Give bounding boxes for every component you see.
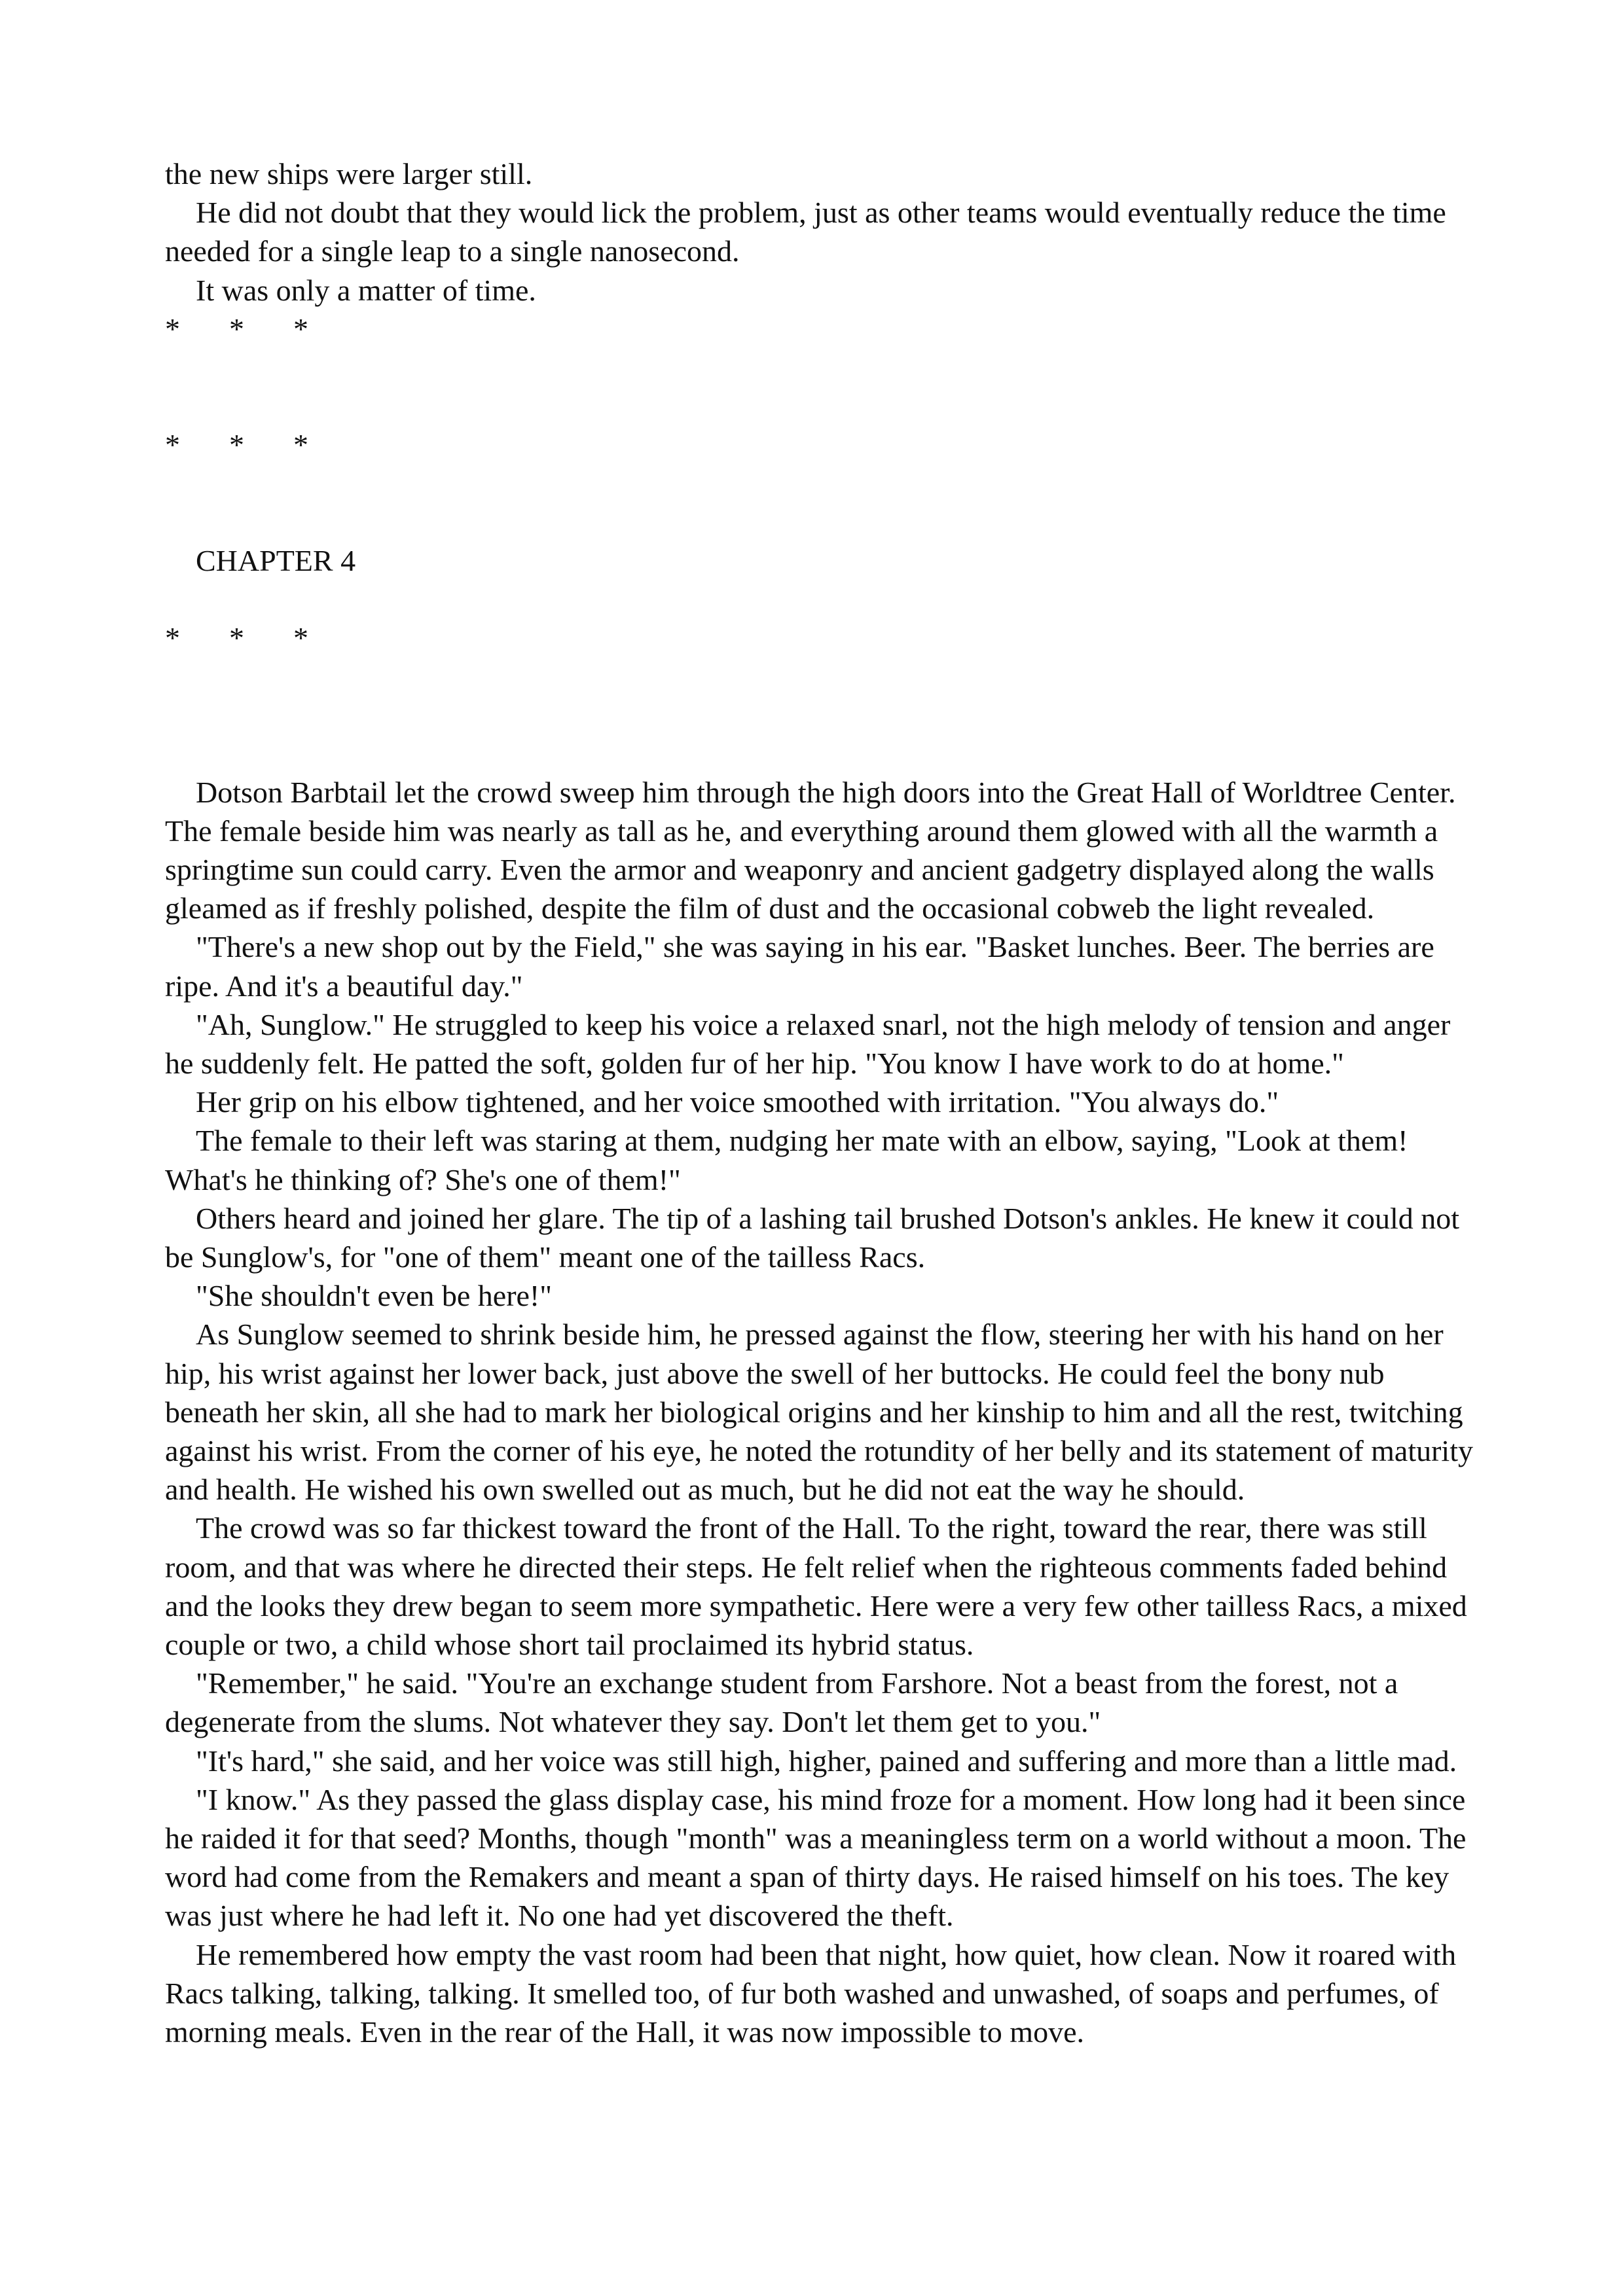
paragraph: Others heard and joined her glare. The tip of a lashing tail brushed Dotson's ankles. He knew it could not be Sunglow's, for "one of them" meant one of the tailless Racs. (165, 1201, 1460, 1274)
separator-star: * (165, 621, 180, 655)
paragraph: Dotson Barbtail let the crowd sweep him through the high doors into the Great Hall of Worldtree Center. The female beside him was nearly as tall as he, and everything around them glowed with all the warmth a springtime sun could carry. Even the armor and weaponry and ancient gadgetry displayed along the walls gleamed as if freshly polished, despite the film of dust and the occasional cobweb the light revealed. (165, 775, 1456, 925)
separator-star: * (165, 428, 180, 461)
paragraph: The crowd was so far thickest toward the front of the Hall. To the right, toward the rear, there was still room, and that was where he directed their steps. He felt relief when the righteous comments faded behind and the looks they drew began to seem more sympathetic. Here were a very few other tailless Racs, a mixed couple or two, a child whose short tail proclaimed its hybrid status. (165, 1511, 1467, 1662)
chapter-heading: CHAPTER 4 (196, 544, 356, 578)
separator-star: * (165, 312, 180, 346)
intro-line-1: the new ships were larger still. (165, 157, 533, 190)
spacer (165, 580, 1474, 619)
paragraph: "She shouldn't even be here!" (196, 1279, 553, 1313)
paragraph: As Sunglow seemed to shrink beside him, he pressed against the flow, steering her with his hand on her hip, his wrist against her lower back, just above the swell of her buttocks. He could feel the bony nub beneath her skin, all she had to mark her biological origins and her kinship to him and all the rest, twitching against his wrist. From the corner of his eye, he noted the rotundity of her belly and its statement of maturity and health. He wished his own swelled out as much, but he did not eat the way he should. (165, 1318, 1473, 1507)
separator-star: * (293, 428, 308, 461)
paragraph: The female to their left was staring at them, nudging her mate with an elbow, saying, "Look at them! What's he thinking of? She's one of them!" (165, 1124, 1408, 1196)
intro-line-3: It was only a matter of time. (196, 273, 536, 307)
paragraph: "Ah, Sunglow." He struggled to keep his voice a relaxed snarl, not the high melody of tension and anger he suddenly felt. He patted the soft, golden fur of her hip. "You know I have work to do at home." (165, 1007, 1451, 1080)
separator-star: * (293, 312, 308, 346)
spacer (165, 348, 1474, 425)
paragraph: "I know." As they passed the glass display case, his mind froze for a moment. How long had it been since he raided it for that seed? Months, though "month" was a meaningless term on a world without a moon. The word had come from the Remakers and meant a span of thirty days. He raised himself on his toes. The key was just where he had left it. No one had yet discovered the theft. (165, 1782, 1467, 1933)
scene-separator-3 (165, 619, 1474, 657)
spacer (165, 464, 1474, 541)
paragraph: "It's hard," she said, and her voice was still high, higher, pained and suffering and more than a little mad. (196, 1744, 1457, 1778)
scene-separator-2 (165, 425, 1474, 464)
separator-star: * (293, 621, 308, 655)
paragraph: He remembered how empty the vast room had been that night, how quiet, how clean. Now it roared with Racs talking, talking, talking. It smelled too, of fur both washed and unwashed, of soaps and perfumes, of morning meals. Even in the rear of the Hall, it was now impossible to move. (165, 1937, 1457, 2049)
paragraph: "Remember," he said. "You're an exchange student from Farshore. Not a beast from the forest, not a degenerate from the slums. Not whatever they say. Don't let them get to you." (165, 1666, 1398, 1739)
document-page (165, 154, 1474, 2051)
separator-star: * (229, 428, 244, 461)
scene-separator-1 (165, 310, 1474, 348)
spacer (165, 658, 1474, 773)
intro-line-2: He did not doubt that they would lick the problem, just as other teams would eventually reduce the time needed for a single leap to a single nanosecond. (165, 196, 1446, 268)
separator-star: * (229, 621, 244, 655)
paragraph: "There's a new shop out by the Field," she was saying in his ear. "Basket lunches. Beer. The berries are ripe. And it's a beautiful day." (165, 930, 1434, 1003)
paragraph: Her grip on his elbow tightened, and her voice smoothed with irritation. "You always do." (196, 1085, 1279, 1119)
separator-star: * (229, 312, 244, 346)
